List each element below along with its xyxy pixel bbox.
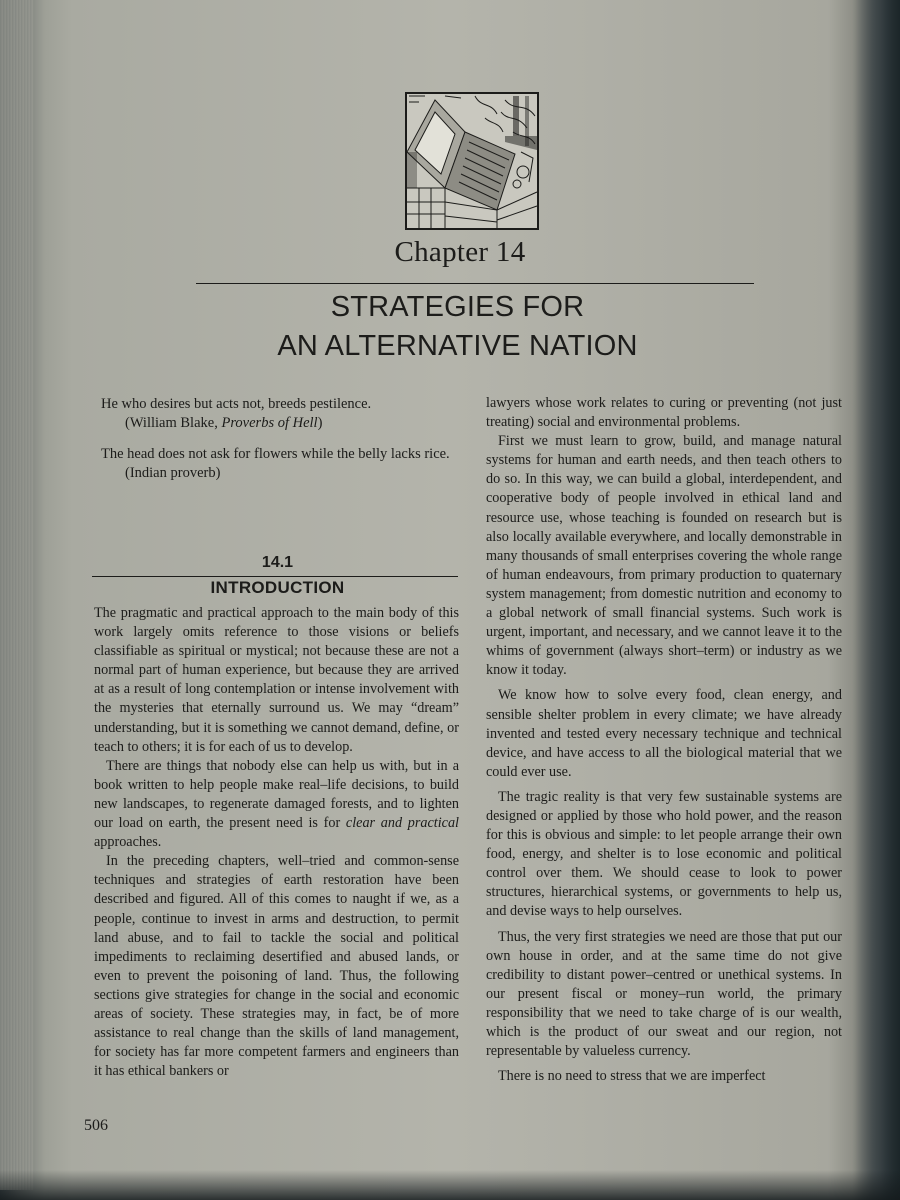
epigraph-blake [101,395,471,433]
chapter-label [20,236,900,269]
paragraph-text: approaches. [94,834,162,851]
attribution-work: Proverbs of Hell [221,415,318,431]
paragraph: We know how to solve every food, clean energy, and sensible shelter problem in every climate; we have already invented and tested every necessary technique and technical device, and have access to all the biological material that we could ever use. [486,687,842,780]
book-binding-shadow [852,0,900,1200]
attribution-prefix: (William Blake, [125,415,222,431]
paragraph: In the preceding chapters, well–tried and common-sense techniques and strategies of earth restoration have been described and figured. All of this comes to naught if we, as a people, continue to invest in arms and destruction, to permit land abuse, and to fail to tackle the social and political impediments to reclaiming desertified and abused lands, or even to prevent the poisoning of land. Thus, the following sections give strategies for change in the social and economic areas of society. These strategies may, in fact, be of more assistance to real change than the skills of land management, for society has far more competent farmers and engineers than it has ethical bankers or [94,853,459,1080]
page-number: 506 [84,1117,108,1134]
section-rule [92,576,458,577]
paragraph: There is no need to stress that we are imperfect [498,1068,766,1085]
chapter-illustration [405,92,539,230]
paragraph: The tragic reality is that very few sustainable systems are designed or applied by those who hold power, and the reason for this is obvious and simple: to let people arrange their own food, energy, and shelter is to lose economic and political control over them. We should cease to look to power structures, hierarchical systems, or governments to help us, and devise ways to help ourselves. [486,788,842,920]
paragraph-emphasis: clear and practical [345,815,459,832]
left-column [94,604,459,1081]
bottom-shadow [0,1170,900,1200]
paragraph: Thus, the very first strategies we need are those that put our own house in order, and at the same time do not give credibility to distant power–centred or unethical systems. In our present fiscal or money–run world, the primary responsibility that we need to take charge of is our wealth, which is the product of our sweat and our region, not representable by valueless currency. [486,928,842,1060]
book-page [20,0,860,1185]
attribution-suffix: ) [317,415,323,431]
attribution-prefix: (Indian proverb) [125,465,221,481]
epigraph-indian-proverb [101,445,471,483]
paragraph [94,757,459,852]
paragraph: lawyers whose work relates to curing or preventing (not just treating) social and environmental problems. [486,395,842,431]
title-rule [196,283,754,284]
chapter-title-line1: STRATEGIES FOR [330,291,585,323]
epigraph-attribution [101,414,471,433]
epigraph-quote: The head does not ask for flowers while the belly lacks rice. [101,446,450,462]
paragraph: First we must learn to grow, build, and manage natural systems for human and earth needs, and then teach others to do so. In this way, we can build a global, interdependent, and cooperative body of people involved in ethical land and resource use, whose teaching is founded on research but is also locally available everywhere, and locally demonstrable in many thousands of small enterprises covering the whole range of human endeavours, from primary production to quaternary system management; from domestic nutrition and economy to a global network of small financial systems. Such work is urgent, important, and necessary, and we cannot leave it to the whims of government (always short–term) or industry as we know it today. [486,433,842,679]
paragraph-text: There are things that nobody else can help us with, but in a book written to help people make real–life decisions, to build new landscapes, to regenerate damaged forests, and to lighten our load on earth, the present need is for [94,757,459,832]
epigraphs [101,395,471,495]
epigraph-quote: He who desires but acts not, breeds pestilence. [101,396,372,412]
epigraph-attribution [101,464,471,483]
chapter-title [20,288,900,366]
right-column [486,394,842,1086]
paragraph: The pragmatic and practical approach to the main body of this work largely omits reference to those visions or beliefs classifiable as spiritual or mystical; not because these are not a normal part of human experience, but because they are arrived at as a result of long contemplation or intense involvement with the mysteries that eternally surround us. We may “dream” understanding, but it is something we cannot demand, define, or teach to others; it is for each of us to develop. [94,605,459,755]
section-title: INTRODUCTION [210,578,345,597]
chapter-label-text: Chapter 14 [394,236,526,268]
section-number: 14.1 [261,554,294,571]
chapter-title-line2: AN ALTERNATIVE NATION [277,330,638,362]
